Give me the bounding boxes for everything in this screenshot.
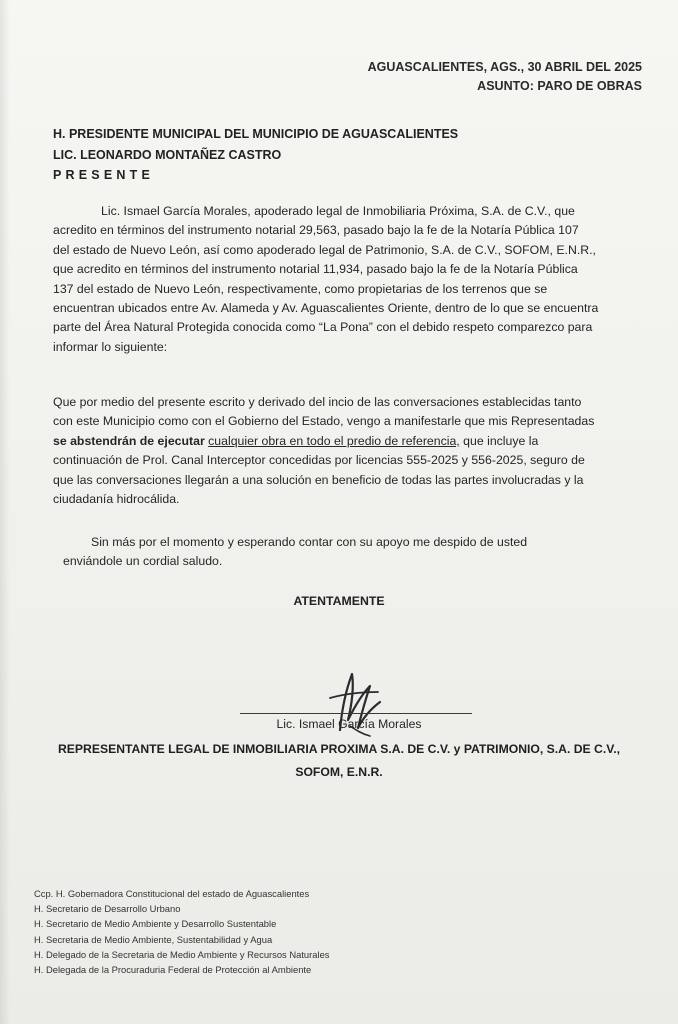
page-edge-shadow: [0, 0, 10, 1024]
paragraph-line: que las conversaciones llegarán a una solución en beneficio de todas las partes involucradas y la: [53, 472, 584, 487]
ccp-item: H. Delegado de la Secretaria de Medio Ambiente y Recursos Naturales: [34, 948, 330, 960]
subject-line: ASUNTO: PARO DE OBRAS: [477, 79, 642, 93]
signer-title-line-2: SOFOM, E.N.R.: [295, 765, 383, 779]
signer-name: Lic. Ismael García Morales: [276, 717, 422, 731]
bold-phrase: se abstendrán de ejecutar: [53, 433, 205, 448]
carbon-copy-list: [34, 886, 329, 977]
paragraph-farewell: [53, 533, 638, 572]
addressee-name: LIC. LEONARDO MONTAÑEZ CASTRO: [53, 147, 282, 162]
paragraph-line: del estado de Nuevo León, así como apoderado legal de Patrimonio, S.A. de C.V., SOFOM, E.N.R.,: [53, 242, 596, 257]
paragraph-line: Que por medio del presente escrito y derivado del incio de las conversaciones establecidas tanto: [53, 395, 582, 409]
signer-title-line-1: REPRESENTANTE LEGAL DE INMOBILIARIA PROXIMA S.A. DE C.V. y PATRIMONIO, S.A. DE C.V.,: [57, 742, 621, 756]
paragraph-line: enviándole un cordial saludo.: [63, 554, 223, 569]
closing-atentamente: ATENTAMENTE: [293, 594, 385, 608]
ccp-item: H. Secretario de Medio Ambiente y Desarrollo Sustentable: [34, 918, 277, 930]
phrase-continuation: que incluye la: [459, 433, 539, 448]
ccp-item: H. Delegada de la Procuraduria Federal de Protección al Ambiente: [34, 964, 312, 976]
place-date: AGUASCALIENTES, AGS., 30 ABRIL DEL 2025: [367, 60, 642, 74]
paragraph-introduction: [53, 202, 638, 357]
presente-line: PRESENTE: [53, 168, 154, 182]
paragraph-line: que acredito en términos del instrumento notarial 11,934, pasado bajo la fe de la Notaría Pública: [53, 262, 578, 277]
paragraph-line: continuación de Prol. Canal Interceptor concedidas por licencias 555-2025 y 556-2025, seguro de: [53, 453, 585, 468]
ccp-item: H. Secretario de Desarrollo Urbano: [34, 903, 181, 915]
paragraph-line: Lic. Ismael García Morales, apoderado legal de Inmobiliaria Próxima, S.A. de C.V., que: [101, 204, 575, 218]
addressee-block: [53, 124, 458, 186]
ccp-item: Ccp. H. Gobernadora Constitucional del estado de Aguascalientes: [34, 888, 310, 899]
ccp-item: H. Secretaria de Medio Ambiente, Sustentabilidad y Agua: [34, 933, 273, 945]
paragraph-line: informar lo siguiente:: [53, 339, 168, 354]
paragraph-line: ciudadanía hidrocálida.: [53, 492, 180, 507]
addressee-title: H. PRESIDENTE MUNICIPAL DEL MUNICIPIO DE AGUASCALIENTES: [53, 127, 459, 141]
date-subject-block: [368, 58, 642, 96]
paragraph-line: Sin más por el momento y esperando contar con su apoyo me despido de usted: [91, 535, 528, 549]
paragraph-line: acredito en términos del instrumento notarial 29,563, pasado bajo la fe de la Notaría Pública 107: [53, 223, 579, 238]
paragraph-line: parte del Área Natural Protegida conocida como “La Pona” con el debido respeto comparezco para: [53, 320, 593, 335]
paragraph-line-emphasis: [53, 432, 638, 451]
paragraph-line: encuentran ubicados entre Av. Alameda y Av. Aguascalientes Oriente, dentro de lo que se encuentra: [53, 301, 599, 316]
paragraph-statement: [53, 393, 638, 509]
paragraph-line: 137 del estado de Nuevo León, respectivamente, como propietarias de los terrenos que se: [53, 281, 548, 296]
paragraph-line: con este Municipio como con el Gobierno del Estado, vengo a manifestarle que mis Representadas: [53, 414, 595, 429]
signature-line: [240, 713, 472, 714]
underlined-phrase: cualquier obra en todo el predio de referencia,: [208, 433, 460, 448]
